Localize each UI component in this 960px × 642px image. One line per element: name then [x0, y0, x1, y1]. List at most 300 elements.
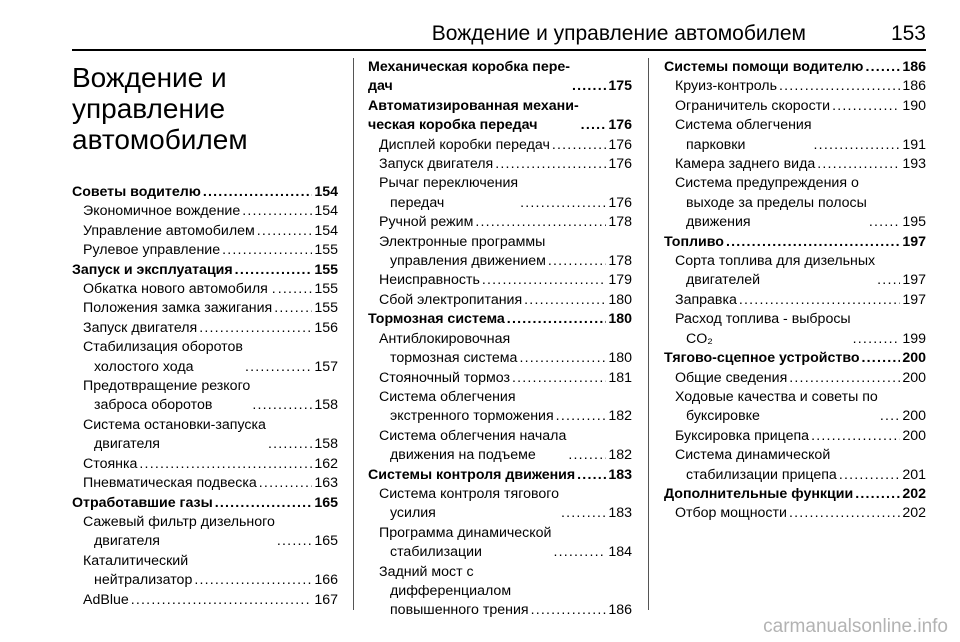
entry-label	[368, 466, 575, 485]
entry-label	[379, 291, 522, 310]
entry-label-line: Тормозная система	[368, 311, 505, 328]
dot-leader	[832, 97, 900, 116]
entry-label-line: усилия	[390, 505, 436, 522]
entry-page-number: 154	[314, 203, 338, 220]
dot-leader	[561, 504, 606, 523]
entry-label-line: Дисплей коробки передач	[379, 136, 550, 153]
entry-page-number: 195	[902, 214, 926, 231]
dot-leader	[215, 494, 313, 513]
entry-page-number: 165	[314, 533, 338, 550]
entry-page-number: 154	[314, 184, 338, 200]
entry-label	[72, 261, 233, 280]
dot-leader	[581, 116, 607, 135]
toc-subentry[interactable]	[72, 338, 338, 377]
toc-subentry[interactable]	[664, 174, 926, 232]
entry-page-number: 179	[608, 272, 632, 289]
entry-page-number: 166	[314, 572, 338, 589]
toc-section-entry[interactable]	[72, 494, 338, 513]
dot-leader	[245, 358, 312, 377]
dot-leader	[552, 136, 606, 155]
column-divider	[648, 58, 649, 610]
entry-label-line: Система облегчения	[675, 117, 812, 134]
entry-label-line: буксировке	[686, 408, 760, 425]
entry-label	[675, 427, 809, 446]
entry-page-number: 183	[608, 505, 632, 522]
entry-label-line: Круиз-контроль	[675, 78, 777, 95]
entry-label	[675, 116, 812, 155]
dot-leader	[277, 532, 312, 551]
dot-leader	[519, 349, 606, 368]
entry-label-line: Ограничитель скорости	[675, 97, 831, 114]
entry-page-number: 155	[314, 261, 338, 278]
chapter-title-line: автомобилем	[72, 124, 248, 155]
dot-leader	[274, 299, 312, 318]
toc-subentry[interactable]	[368, 136, 632, 155]
dot-leader	[475, 213, 606, 232]
entry-label	[675, 155, 815, 174]
page-number: 153	[890, 22, 926, 45]
entry-page-number: 180	[608, 291, 632, 308]
entry-label	[83, 241, 220, 260]
entry-label-line: Буксировка прицепа	[675, 427, 810, 444]
dot-leader	[853, 330, 901, 349]
entry-label	[368, 58, 570, 97]
toc-subentry[interactable]	[368, 233, 632, 272]
entry-label-line: Система динамической	[675, 447, 831, 464]
toc-entries	[368, 58, 632, 621]
chapter-title-line: управление	[72, 93, 226, 124]
entry-label-line: Система предупреждения о	[675, 175, 859, 192]
toc-section-entry[interactable]	[368, 97, 632, 136]
entry-page-number: 176	[608, 156, 632, 173]
dot-leader	[553, 543, 606, 562]
entry-label	[72, 494, 213, 513]
entry-label	[675, 97, 830, 116]
dot-leader	[194, 571, 312, 590]
entry-page-number: 202	[902, 485, 926, 502]
entry-label-line: двигателя	[94, 436, 160, 453]
entry-page-number: 178	[608, 214, 632, 231]
watermark: carmanualsonline.info	[763, 616, 948, 637]
entry-page-number: 158	[314, 436, 338, 453]
dot-leader	[739, 291, 900, 310]
toc-section-entry[interactable]	[664, 349, 926, 368]
toc-subentry[interactable]	[72, 513, 338, 552]
entry-label-line: Дополнительные функции	[664, 485, 854, 502]
entry-page-number: 199	[902, 330, 926, 347]
entry-label-line: Автоматизированная механи-	[368, 97, 579, 114]
entry-label	[379, 485, 559, 524]
entry-page-number: 182	[608, 408, 632, 425]
toc-subentry[interactable]	[368, 563, 632, 621]
entry-label-line: Система контроля тягового	[379, 485, 559, 502]
entry-page-number: 200	[902, 369, 926, 386]
toc-subentry[interactable]	[664, 427, 926, 446]
entry-label	[675, 369, 787, 388]
header-rule	[72, 49, 926, 51]
entry-label	[675, 310, 851, 349]
toc-entries	[72, 183, 338, 610]
entry-label	[83, 474, 257, 493]
entry-label-line: Программа динамической	[379, 524, 552, 541]
entry-label-line: дифференциалом	[390, 582, 512, 599]
dot-leader	[877, 271, 900, 290]
entry-page-number: 181	[608, 369, 632, 386]
entry-label	[72, 183, 201, 202]
entry-label-line: CO₂	[686, 330, 713, 347]
entry-label	[83, 319, 197, 338]
dot-leader	[139, 455, 312, 474]
entry-label-line: ческая коробка передач	[368, 117, 538, 134]
dot-leader	[855, 485, 900, 504]
toc-subentry[interactable]	[368, 271, 632, 290]
entry-label	[83, 552, 192, 591]
entry-label-line: Каталитический	[83, 552, 189, 569]
entry-label-line: Отбор мощности	[675, 505, 787, 522]
toc-subentry[interactable]	[368, 524, 632, 563]
entry-label-line: Камера заднего вида	[675, 156, 816, 173]
entry-label	[83, 222, 255, 241]
dot-leader	[520, 194, 606, 213]
entry-label	[379, 174, 518, 213]
toc-subentry[interactable]	[664, 97, 926, 116]
toc-subentry[interactable]	[664, 504, 926, 523]
dot-leader	[235, 261, 313, 280]
toc-subentry[interactable]	[368, 213, 632, 232]
entry-page-number: 162	[314, 455, 338, 472]
toc-subentry[interactable]	[72, 280, 338, 299]
entry-label	[83, 513, 275, 552]
entry-label-line: Стоянка	[83, 455, 138, 472]
dot-leader	[252, 396, 312, 415]
entry-label-line: Рулевое управление	[83, 242, 221, 259]
toc-subentry[interactable]	[664, 252, 926, 291]
toc-subentry[interactable]	[72, 241, 338, 260]
chapter-title-line: Вождение и	[72, 62, 227, 93]
entry-label	[379, 369, 510, 388]
entry-label-line: Неисправность	[379, 272, 480, 289]
entry-label	[675, 388, 878, 427]
entry-label-line: нейтрализатор	[94, 572, 193, 589]
entry-page-number: 200	[902, 408, 926, 425]
entry-label-line: двигателя	[94, 533, 160, 550]
entry-page-number: 176	[608, 136, 632, 153]
toc-subentry[interactable]	[664, 369, 926, 388]
dot-leader	[548, 252, 606, 271]
toc-subentry[interactable]	[368, 485, 632, 524]
entry-label	[379, 524, 551, 563]
dot-leader	[257, 222, 313, 241]
toc-section-entry[interactable]	[664, 58, 926, 77]
toc-subentry[interactable]	[72, 222, 338, 241]
entry-label	[675, 252, 875, 291]
entry-label	[368, 97, 579, 136]
dot-leader	[199, 319, 312, 338]
entry-label-line: Запуск двигателя	[83, 319, 198, 336]
toc-section-entry[interactable]	[72, 261, 338, 280]
toc-subentry[interactable]	[72, 299, 338, 318]
entry-label-line: заброса оборотов	[94, 397, 213, 414]
entry-label-line: Сорта топлива для дизельных	[675, 253, 876, 270]
entry-label-line: выходе за пределы полосы	[686, 194, 867, 211]
entry-label	[675, 291, 737, 310]
entry-label-line: Управление автомобилем	[83, 222, 255, 239]
toc-column-1	[72, 58, 338, 610]
entry-label-line: Задний мост с	[379, 563, 474, 580]
toc-subentry[interactable]	[664, 116, 926, 155]
entry-page-number: 163	[314, 475, 338, 492]
toc-section-entry[interactable]	[368, 310, 632, 329]
entry-label	[675, 446, 837, 485]
toc-subentry[interactable]	[72, 202, 338, 221]
entry-page-number: 182	[608, 447, 632, 464]
entry-label	[675, 174, 867, 232]
dot-leader	[839, 466, 901, 485]
toc-subentry[interactable]	[664, 388, 926, 427]
toc-subentry[interactable]	[664, 291, 926, 310]
page-header	[72, 22, 926, 52]
entry-label-line: Обкатка нового автомобиля .	[83, 281, 276, 298]
entry-label-line: Топливо	[664, 233, 724, 250]
entry-label-line: Тягово-сцепное устройство	[664, 350, 860, 367]
entry-label-line: Системы помощи водителю	[664, 59, 864, 75]
entry-label-line: стабилизации	[390, 544, 482, 561]
toc-subentry[interactable]	[664, 310, 926, 349]
entry-label-line: Запуск и эксплуатация	[72, 261, 233, 278]
entry-page-number: 158	[314, 397, 338, 414]
entry-page-number: 200	[902, 350, 926, 367]
entry-label	[379, 427, 566, 466]
entry-label	[664, 485, 853, 504]
entry-page-number: 197	[902, 272, 926, 289]
entry-label	[83, 202, 240, 221]
entry-label	[379, 330, 517, 369]
entry-label-line: холостого хода	[94, 358, 194, 375]
running-title: Вождение и управление автомобилем	[431, 22, 806, 45]
toc-subentry[interactable]	[368, 330, 632, 369]
entry-label-line: Ручной режим	[379, 214, 474, 231]
entry-page-number: 175	[608, 78, 632, 95]
toc-subentry[interactable]	[72, 377, 338, 416]
entry-label	[379, 233, 546, 272]
dot-leader	[880, 407, 901, 426]
entry-label	[675, 504, 787, 523]
entry-label	[379, 388, 554, 427]
toc-section-entry[interactable]	[664, 233, 926, 252]
chapter-title	[72, 62, 338, 155]
dot-leader	[577, 466, 606, 485]
dot-leader	[507, 310, 607, 329]
toc-subentry[interactable]	[72, 552, 338, 591]
entry-page-number: 184	[608, 544, 632, 561]
entry-label	[83, 455, 137, 474]
entry-label	[368, 310, 505, 329]
dot-leader	[222, 241, 312, 260]
entry-label	[664, 58, 863, 77]
toc-section-entry[interactable]	[664, 485, 926, 504]
entry-page-number: 186	[902, 78, 926, 95]
entry-label	[83, 416, 266, 455]
toc-subentry[interactable]	[72, 319, 338, 338]
entry-page-number: 186	[608, 602, 632, 619]
toc-subentry[interactable]	[368, 427, 632, 466]
toc-subentry[interactable]	[664, 155, 926, 174]
toc-subentry[interactable]	[368, 155, 632, 174]
toc-entries	[664, 58, 926, 524]
entry-page-number: 176	[608, 117, 632, 134]
dot-leader	[862, 349, 901, 368]
entry-page-number: 202	[902, 505, 926, 522]
dot-leader	[259, 474, 313, 493]
entry-label	[83, 338, 243, 377]
toc-column-3	[664, 58, 926, 524]
dot-leader	[779, 77, 900, 96]
entry-page-number: 197	[902, 291, 926, 308]
entry-label-line: Общие сведения	[675, 369, 788, 386]
entry-label-line: Запуск двигателя	[379, 156, 494, 173]
entry-label-line: Ходовые качества и советы по	[675, 388, 878, 405]
entry-label	[379, 213, 473, 232]
entry-label-line: экстренного торможения	[390, 408, 554, 425]
column-divider	[353, 58, 354, 610]
dot-leader	[568, 446, 606, 465]
entry-label-line: Предотвращение резкого	[83, 378, 251, 395]
entry-page-number: 155	[314, 281, 338, 298]
toc-section-entry[interactable]	[72, 183, 338, 202]
entry-page-number: 200	[902, 427, 926, 444]
entry-label	[379, 271, 480, 290]
entry-label-line: дач	[368, 78, 393, 95]
toc-subentry[interactable]	[72, 591, 338, 610]
entry-label	[664, 349, 860, 368]
dot-leader	[814, 136, 901, 155]
toc-subentry[interactable]	[664, 77, 926, 96]
entry-label	[83, 377, 250, 416]
entry-label-line: управления движением	[390, 253, 546, 270]
entry-label	[379, 563, 529, 621]
dot-leader	[556, 407, 607, 426]
entry-page-number: 178	[608, 253, 632, 270]
entry-label	[664, 233, 724, 252]
entry-label-line: Стояночный тормоз	[379, 369, 510, 386]
entry-label-line: повышенного трения	[390, 602, 529, 619]
entry-label-line: Расход топлива - выбросы	[675, 311, 851, 328]
entry-label-line: AdBlue	[83, 591, 129, 608]
dot-leader	[817, 155, 900, 174]
entry-label-line: Сбой электропитания	[379, 291, 523, 308]
toc-subentry[interactable]	[72, 455, 338, 474]
entry-page-number: 197	[902, 233, 926, 250]
dot-leader	[789, 369, 900, 388]
toc-subentry[interactable]	[72, 416, 338, 455]
entry-label-line: передач	[390, 194, 445, 211]
entry-label	[83, 591, 129, 610]
dot-leader	[811, 427, 900, 446]
dot-leader	[495, 155, 606, 174]
dot-leader	[869, 213, 900, 232]
toc-subentry[interactable]	[368, 174, 632, 213]
entry-label-line: Рычаг переключения	[379, 175, 519, 192]
dot-leader	[203, 183, 312, 202]
entry-label-line: Пневматическая подвеска	[83, 475, 257, 492]
entry-label	[83, 299, 272, 318]
dot-leader	[512, 369, 606, 388]
dot-leader	[242, 202, 312, 221]
dot-leader	[278, 280, 313, 299]
toc-subentry[interactable]	[72, 474, 338, 493]
entry-label-line: Антиблокировочная	[379, 330, 511, 347]
dot-leader	[726, 233, 900, 252]
entry-page-number: 201	[902, 466, 926, 483]
entry-label-line: Электронные программы	[379, 233, 546, 250]
entry-label	[83, 280, 276, 299]
entry-label	[675, 77, 777, 96]
dot-leader	[789, 504, 900, 523]
dot-leader	[482, 271, 606, 290]
entry-page-number: 156	[314, 319, 338, 336]
dot-leader	[131, 591, 313, 610]
entry-page-number: 155	[314, 300, 338, 317]
toc-section-entry[interactable]	[368, 466, 632, 485]
entry-label	[379, 136, 550, 155]
entry-label-line: парковки	[686, 136, 746, 153]
entry-page-number: 176	[608, 194, 632, 211]
entry-label-line: Отработавшие газы	[72, 494, 213, 511]
entry-label-line: движения на подъеме	[390, 447, 536, 464]
entry-label-line: Система облегчения начала	[379, 427, 567, 444]
entry-label-line: движения	[686, 214, 751, 231]
entry-page-number: 190	[902, 97, 926, 114]
entry-page-number: 193	[902, 156, 926, 173]
dot-leader	[268, 435, 312, 454]
toc-section-entry[interactable]	[368, 58, 632, 97]
entry-page-number: 157	[314, 358, 338, 375]
entry-page-number: 165	[314, 494, 338, 511]
entry-label-line: двигателей	[686, 272, 761, 289]
toc-subentry[interactable]	[368, 369, 632, 388]
dot-leader	[572, 77, 606, 96]
entry-page-number: 183	[608, 466, 632, 483]
entry-label-line: Системы контроля движения	[368, 466, 576, 483]
toc-column-2	[368, 58, 632, 621]
dot-leader	[865, 58, 900, 77]
entry-label-line: Сажевый фильтр дизельного	[83, 513, 275, 530]
entry-page-number: 180	[608, 350, 632, 367]
toc-subentry[interactable]	[368, 291, 632, 310]
entry-label-line: Система остановки-запуска	[83, 416, 266, 433]
dot-leader	[531, 601, 607, 620]
entry-page-number: 186	[902, 59, 926, 75]
toc-subentry[interactable]	[368, 388, 632, 427]
entry-label-line: Заправка	[675, 291, 737, 308]
entry-label-line: Советы водителю	[72, 184, 201, 200]
entry-label-line: Положения замка зажигания	[83, 300, 273, 317]
toc-subentry[interactable]	[664, 446, 926, 485]
entry-label-line: тормозная система	[390, 350, 518, 367]
entry-page-number: 167	[314, 591, 338, 608]
dot-leader	[524, 291, 606, 310]
entry-page-number: 155	[314, 242, 338, 259]
entry-label-line: Экономичное вождение	[83, 203, 241, 220]
entry-page-number: 180	[608, 311, 632, 328]
entry-label-line: Стабилизация оборотов	[83, 339, 243, 356]
entry-label-line: Механическая коробка пере-	[368, 59, 570, 75]
entry-page-number: 191	[902, 136, 926, 153]
entry-label-line: Система облегчения	[379, 388, 516, 405]
entry-page-number: 154	[314, 222, 338, 239]
entry-label	[379, 155, 493, 174]
entry-label-line: стабилизации прицепа	[686, 466, 837, 483]
